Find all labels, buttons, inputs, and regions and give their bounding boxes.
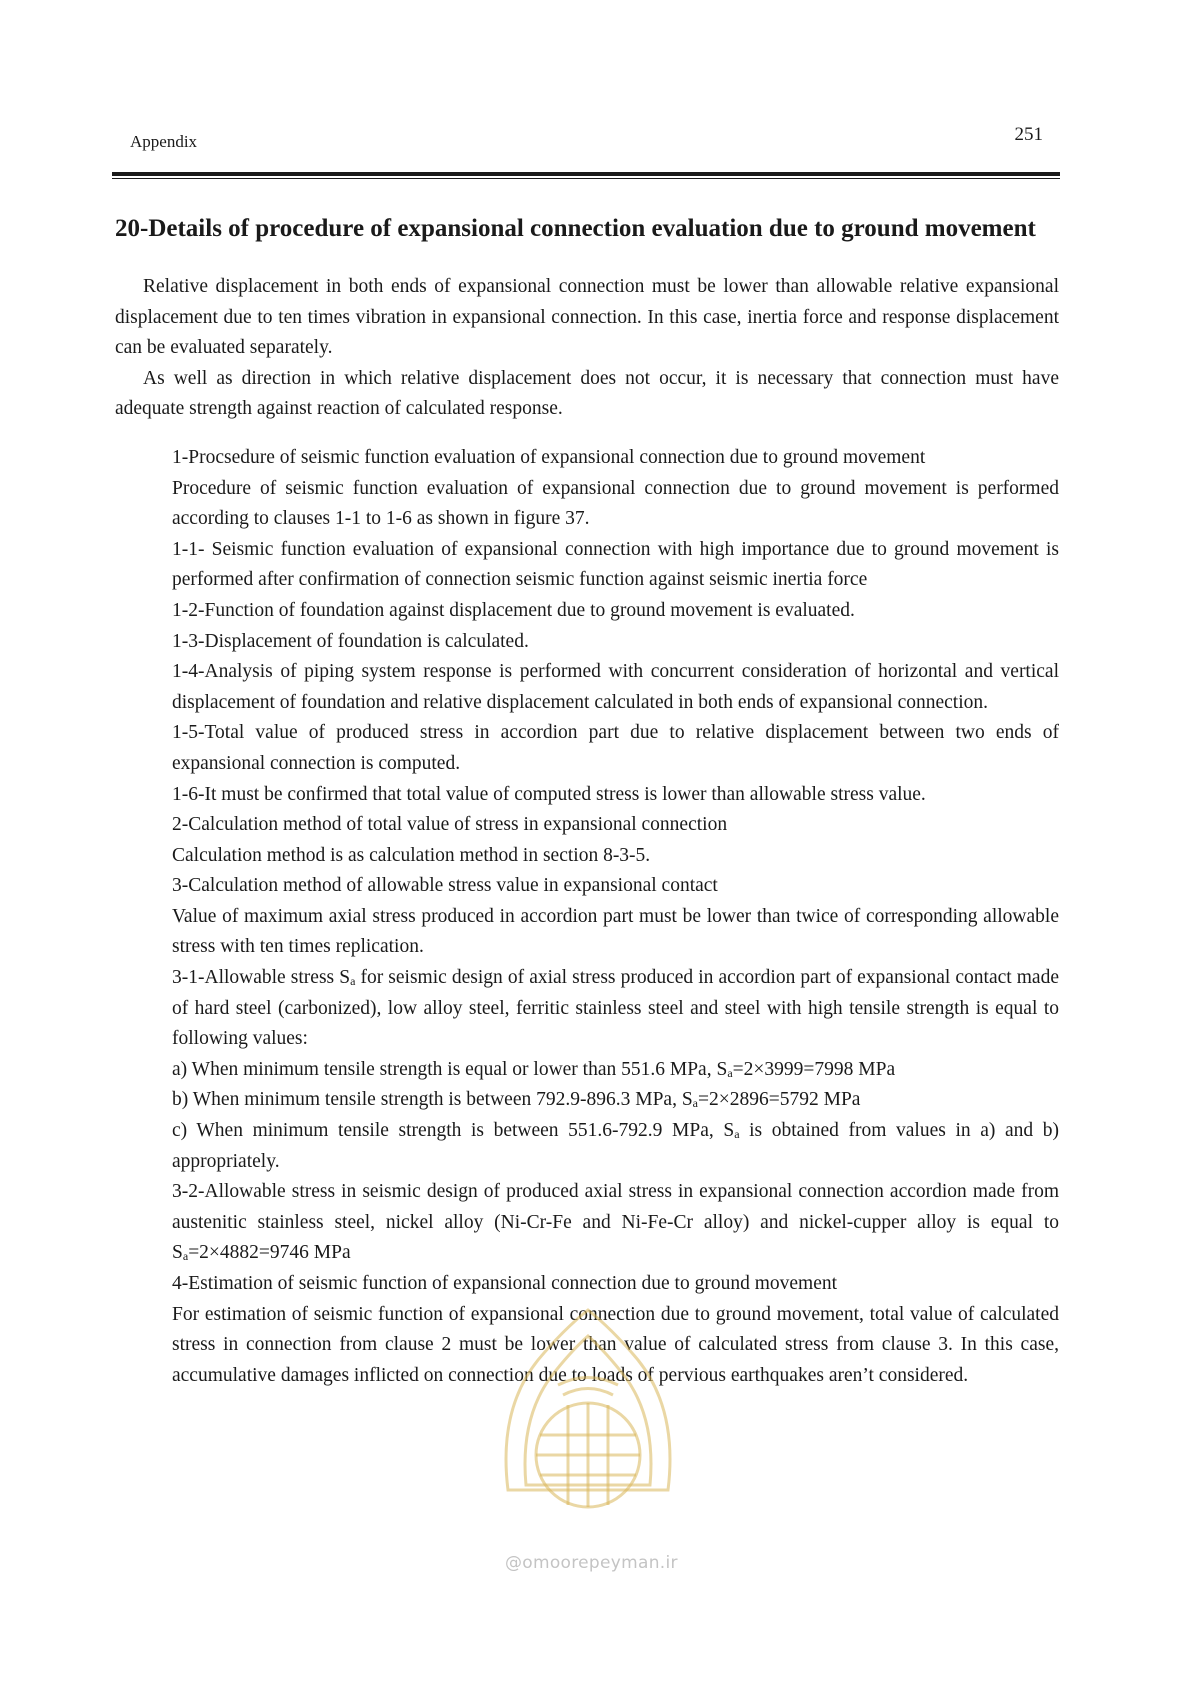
list-item: 1-4-Analysis of piping system response is performed with concurrent consideration of horizontal and vertical displacement of foundation and relative displacement calculated in both ends of expansional connection. bbox=[172, 661, 1059, 713]
list-item: 1-1- Seismic function evaluation of expansional connection with high importance due to ground movement is performed after confirmation of connection seismic function against seismic inertia force bbox=[172, 538, 1059, 591]
list-item bbox=[172, 963, 1059, 1055]
item-text: b) When minimum tensile strength is between 792.9-896.3 MPa, S bbox=[172, 1089, 693, 1111]
list-item: Procedure of seismic function evaluation of expansional connection due to ground movement is performed according to clauses 1-1 to 1-6 as shown in figure 37. bbox=[172, 477, 1059, 530]
procedure-list bbox=[172, 443, 1059, 1391]
list-item: 4-Estimation of seismic function of expansional connection due to ground movement bbox=[172, 1273, 838, 1294]
list-item bbox=[172, 1116, 1059, 1177]
list-item: 1-6-It must be confirmed that total value of computed stress is lower than allowable stress value. bbox=[172, 783, 926, 805]
list-item: 1-Procsedure of seismic function evaluation of expansional connection due to ground movement bbox=[172, 446, 926, 468]
item-text: for seismic design of axial stress produced in accordion part of expansional contact made of hard steel (carbonized), low alloy steel, ferritic stainless steel and steel with high tensile strength is equal to following values: bbox=[172, 967, 1059, 1050]
header-rule-thin bbox=[112, 178, 1060, 179]
intro-paragraph-2: As well as direction in which relative displacement does not occur, it is necessary that connection must have adequate strength against reaction of calculated response. bbox=[115, 367, 1059, 420]
header-rule-thick bbox=[112, 172, 1060, 176]
item-text: =2×2896=5792 MPa bbox=[698, 1089, 861, 1111]
page-number: 251 bbox=[1014, 124, 1043, 145]
subscript: a bbox=[182, 1249, 189, 1264]
section-title: 20-Details of procedure of expansional connection evaluation due to ground movement bbox=[115, 215, 1036, 242]
list-item: 1-2-Function of foundation against displacement due to ground movement is evaluated. bbox=[172, 599, 855, 621]
intro-paragraph-1: Relative displacement in both ends of expansional connection must be lower than allowable relative expansional displacement due to ten times vibration in expansional connection. In this case, inertia force and response displacement can be evaluated separately. bbox=[115, 276, 1059, 359]
subscript: a bbox=[350, 974, 356, 989]
list-item bbox=[172, 1085, 1059, 1116]
list-item: Calculation method is as calculation method in section 8-3-5. bbox=[172, 844, 651, 866]
item-text: is obtained from values in a) and b) appropriately. bbox=[172, 1120, 1059, 1172]
list-item bbox=[172, 1177, 1059, 1269]
item-text: =2×4882=9746 MPa bbox=[188, 1242, 351, 1264]
list-item: 2-Calculation method of total value of stress in expansional connection bbox=[172, 814, 728, 836]
subscript: a bbox=[727, 1065, 733, 1080]
running-header: Appendix bbox=[130, 132, 198, 151]
item-text: c) When minimum tensile strength is between 551.6-792.9 MPa, S bbox=[172, 1120, 735, 1142]
list-item: 1-5-Total value of produced stress in accordion part due to relative displacement between two ends of expansional connection is computed. bbox=[172, 722, 1059, 774]
list-item bbox=[172, 1055, 1059, 1086]
subscript: a bbox=[734, 1127, 740, 1142]
list-item: 3-Calculation method of allowable stress value in expansional contact bbox=[172, 875, 718, 897]
item-text: 3-1-Allowable stress S bbox=[172, 967, 351, 989]
list-item: For estimation of seismic function of expansional connection due to ground movement, total value of calculated stress in connection from clause 2 must be lower than value of calculated stress from clause 3. In this case, accumulative damages inflicted on connection due to loads of pervious earthquakes aren’t considered. bbox=[172, 1303, 1059, 1386]
list-item: 1-3-Displacement of foundation is calculated. bbox=[172, 630, 529, 652]
page-body bbox=[115, 210, 1059, 1391]
subscript: a bbox=[692, 1096, 698, 1111]
item-text: 3-2-Allowable stress in seismic design of produced axial stress in expansional connection accordion made from austenitic stainless steel, nickel alloy (Ni-Cr-Fe and Ni-Fe-Cr alloy) and nickel-cupper alloy is equal to S bbox=[172, 1181, 1059, 1264]
item-text: a) When minimum tensile strength is equal or lower than 551.6 MPa, S bbox=[172, 1058, 728, 1080]
page-header bbox=[115, 118, 1059, 158]
watermark-text: @omoorepeyman.ir bbox=[505, 1553, 678, 1573]
list-item: Value of maximum axial stress produced in accordion part must be lower than twice of corresponding allowable stress with ten times replication. bbox=[172, 905, 1059, 958]
item-text: =2×3999=7998 MPa bbox=[732, 1058, 896, 1080]
